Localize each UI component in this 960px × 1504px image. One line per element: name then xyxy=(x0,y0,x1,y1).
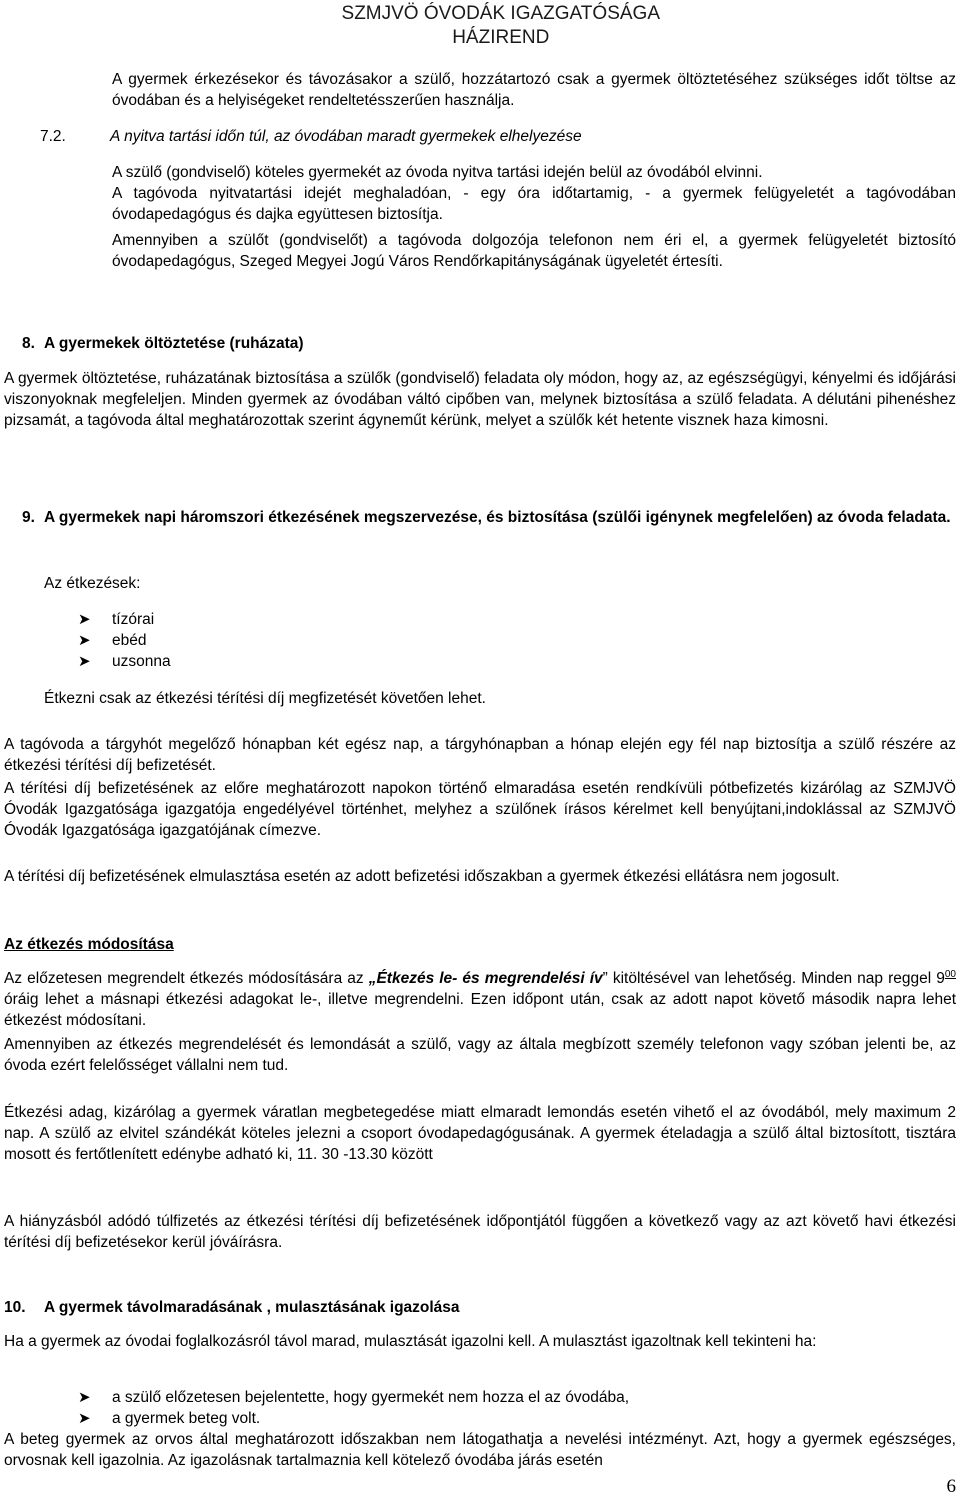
section-number: 7.2. xyxy=(40,128,66,145)
form-name: „Étkezés le- és megrendelési ív xyxy=(368,970,603,987)
overpayment-paragraph: A hiányzásból adódó túlfizetés az étkezési térítési díj befizetésének időpontjától függően a következő vagy az azt követő havi étkezési térítési díj befizetésekor kerül jóváírásra. xyxy=(4,1213,956,1251)
arrow-bullet-icon: ➤ xyxy=(78,1410,91,1427)
section-title: A gyermekek öltöztetése (ruházata) xyxy=(44,335,304,352)
extra-payment-paragraph: A térítési díj befizetésének az előre meghatározott napokon történő elmaradása esetén rendkívüli pótbefizetés kizárólag az SZMJVÖ Óvodák Igazgatósága igazgatója engedélyével történhet, melyhez a szülőnek írásos kérelmet kell benyújtani,indoklással az SZMJVÖ Óvodák Igazgatósága igazgatójának címezve. xyxy=(4,780,956,839)
phone-notice-paragraph: Amennyiben az étkezés megrendelését és lemondását a szülő, vagy az általa megbízott személy telefonon vagy szóban jelenti be, az óvoda ezért felelősséget vállalni nem tud. xyxy=(4,1036,956,1074)
section-number: 9. xyxy=(22,509,35,526)
take-away-paragraph: Étkezési adag, kizárólag a gyermek váratlan megbetegedése miatt elmaradt lemondás esetén vihető el az óvodából, mely maximum 2 nap. A szülő az elvitel szándékát köteles jelezni a csoport óvodapedagógusának. A gyermek ételadagja a szülő által biztosított, tisztára mosott és fertőtlenített edénybe adható ki, 11. 30 -13.30 között xyxy=(4,1104,956,1163)
section-number: 8. xyxy=(22,335,35,352)
section-7-2-paragraph-2: A tagóvoda nyitvatartási idejét meghaladóan, - egy óra időtartamig, - a gyermek felügyeletét a tagóvodában óvodapedagógus és dajka együttesen biztosítja. xyxy=(112,185,956,223)
meal-modification-paragraph: Az előzetesen megrendelt étkezés módosítására az „Étkezés le- és megrendelési ív” kitöltésével van lehetőség. Minden nap reggel $9^{00}$ óráig lehet a másnapi étkezési adagokat le-, illetve megrendelni. Ezen időpont után, csak az adott napot követő második napra lehet étkezést módosítani. xyxy=(4,969,956,1029)
section-7-2-paragraph-3: Amennyiben a szülőt (gondviselőt) a tagóvoda dolgozója telefonon nem éri el, a gyermek felügyeletét biztosító óvodapedagógus, Szeged Megyei Jogú Város Rendőrkapitányságának ügyeletét értesíti. xyxy=(112,232,956,270)
list-item: ➤ uzsonna xyxy=(78,653,171,670)
section-7-2-heading xyxy=(40,126,960,147)
meal-modification-title: Az étkezés módosítása xyxy=(4,936,174,953)
list-item: ➤ a szülő előzetesen bejelentette, hogy gyermekét nem hozza el az óvodába, xyxy=(78,1389,629,1406)
missed-payment-paragraph: A térítési díj befizetésének elmulasztása esetén az adott befizetési időszakban a gyermek étkezési ellátásra nem jogosult. xyxy=(4,868,840,885)
section-8-heading xyxy=(22,333,960,354)
arrow-bullet-icon: ➤ xyxy=(78,632,91,649)
intro-paragraph: A gyermek érkezésekor és távozásakor a szülő, hozzátartozó csak a gyermek öltöztetéséhez szükséges időt töltse az óvodában és a helyiségeket rendeltetésszerűen használja. xyxy=(112,71,956,109)
page-number: 6 xyxy=(946,1476,956,1497)
header-title: SZMJVÖ ÓVODÁK IGAZGATÓSÁGA xyxy=(341,3,660,24)
section-title: A gyermek távolmaradásának , mulasztásának igazolása xyxy=(44,1299,460,1316)
eating-note: Étkezni csak az étkezési térítési díj megfizetését követően lehet. xyxy=(44,690,486,707)
section-7-2-paragraph-1: A szülő (gondviselő) köteles gyermekét az óvoda nyitva tartási idején belül az óvodából elvinni. xyxy=(112,164,763,181)
time-superscript: 00 xyxy=(944,969,956,980)
header-subtitle: HÁZIREND xyxy=(452,27,550,48)
meals-label: Az étkezések: xyxy=(44,575,141,592)
absence-conditions-list xyxy=(78,1387,629,1429)
section-title: A nyitva tartási időn túl, az óvodában maradt gyermekek elhelyezése xyxy=(110,128,582,145)
section-10-heading xyxy=(4,1297,960,1318)
arrow-bullet-icon: ➤ xyxy=(78,611,91,628)
page-header xyxy=(342,2,660,50)
arrow-bullet-icon: ➤ xyxy=(78,653,91,670)
meals-list xyxy=(78,609,171,672)
sick-child-paragraph: A beteg gyermek az orvos által meghatározott időszakban nem látogathatja a nevelési intézményt. Azt, hogy a gyermek egészséges, orvosnak kell igazolnia. Az igazolásnak tartalmaznia kell kötelező óvodába járás esetén xyxy=(4,1431,956,1469)
list-item: ➤ a gyermek beteg volt. xyxy=(78,1410,261,1427)
payment-paragraph: A tagóvoda a tárgyhót megelőző hónapban két egész nap, a tárgyhónapban a hónap elején egy fél nap biztosítja a szülő részére az étkezési térítési díj befizetését. xyxy=(4,736,956,774)
list-item: ➤ ebéd xyxy=(78,632,147,649)
absence-paragraph: Ha a gyermek az óvodai foglalkozásról távol marad, mulasztását igazolni kell. A mulasztást igazoltnak kell tekinteni ha: xyxy=(4,1333,817,1350)
section-8-body: A gyermek öltöztetése, ruházatának biztosítása a szülők (gondviselő) feladata oly módon, hogy az, az egészségügyi, kényelmi és időjárási viszonyoknak megfeleljen. Minden gyermek az óvodában váltó cipőben van, melynek biztosítása a szülő feladata. A délutáni pihenéshez pizsamát, a tagóvoda által meghatározottak szerint ágyneműt kérünk, melyet a szülők két hetente visznek haza kimosni. xyxy=(4,370,956,429)
section-title: A gyermekek napi háromszori étkezésének megszervezése, és biztosítása (szülői igénynek megfelelően) az óvoda feladata. xyxy=(44,509,951,526)
section-number: 10. xyxy=(4,1299,26,1316)
section-9-heading xyxy=(22,507,956,528)
arrow-bullet-icon: ➤ xyxy=(78,1389,91,1406)
list-item: ➤ tízórai xyxy=(78,611,155,628)
